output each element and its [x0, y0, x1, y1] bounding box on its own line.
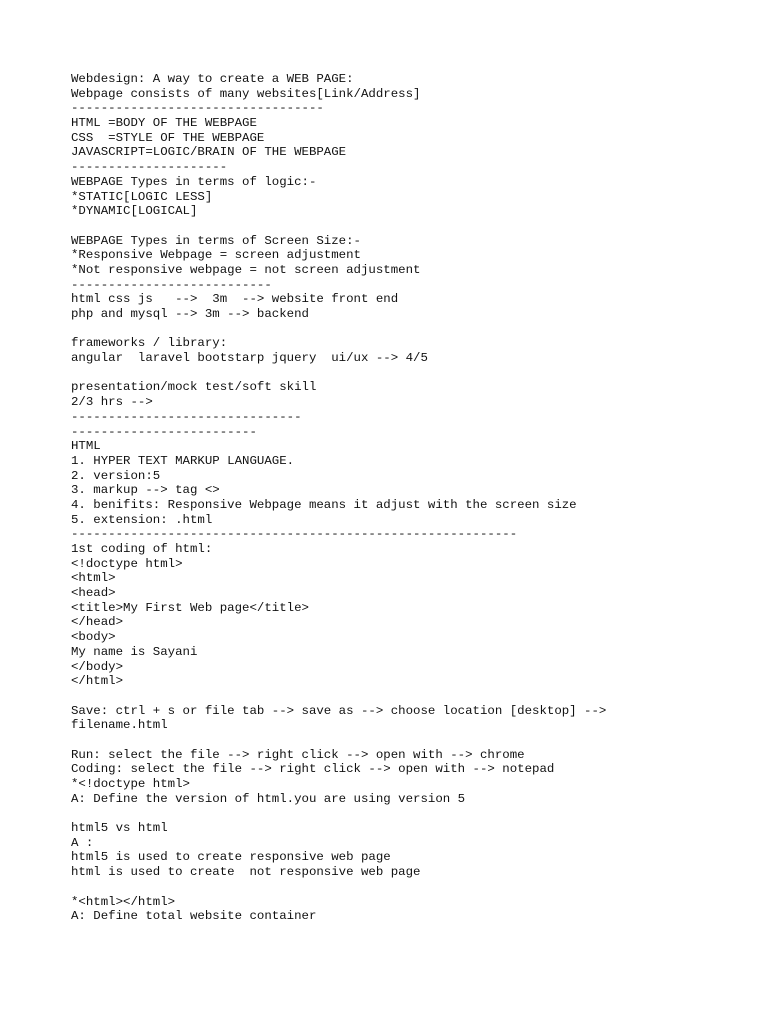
- text-line: </html>: [71, 674, 124, 689]
- text-line: 2/3 hrs -->: [71, 395, 153, 410]
- text-line: html css js --> 3m --> website front end: [71, 292, 399, 307]
- text-line: [71, 689, 751, 704]
- text-line: Run: select the file --> right click --> open with --> chrome: [71, 747, 525, 762]
- text-line: ---------------------------: [71, 277, 272, 292]
- text-line: <title>My First Web page</title>: [71, 600, 309, 615]
- text-line: php and mysql --> 3m --> backend: [71, 307, 309, 321]
- text-line: HTML =BODY OF THE WEBPAGE: [71, 116, 257, 131]
- text-line: angular laravel bootstarp jquery ui/ux --> 4/5: [71, 351, 428, 366]
- text-line: </head>: [71, 615, 124, 630]
- text-line: ------------------------------------------------------------: [71, 527, 518, 542]
- text-line: 4. benifits: Responsive Webpage means it adjust with the screen size: [71, 497, 577, 512]
- text-line: JAVASCRIPT=LOGIC/BRAIN OF THE WEBPAGE: [71, 145, 347, 160]
- text-line: *STATIC[LOGIC LESS]: [71, 189, 213, 204]
- text-line: A: Define the version of html.you are using version 5: [71, 791, 466, 806]
- text-line: CSS =STYLE OF THE WEBPAGE: [71, 130, 265, 145]
- text-line: -------------------------: [71, 424, 257, 439]
- document-page: [71, 72, 751, 924]
- text-line: html5 is used to create responsive web page: [71, 850, 391, 865]
- text-line: <!doctype html>: [71, 556, 183, 571]
- text-line: *Responsive Webpage = screen adjustment: [71, 248, 361, 263]
- text-line: *<!doctype html>: [71, 777, 190, 791]
- text-line: presentation/mock test/soft skill: [71, 380, 317, 395]
- text-line: Save: ctrl + s or file tab --> save as --> choose location [desktop] -->: [71, 703, 607, 718]
- text-line: <head>: [71, 586, 116, 601]
- text-line: <html>: [71, 571, 116, 586]
- text-line: [71, 880, 751, 895]
- text-line: frameworks / library:: [71, 336, 228, 351]
- text-line: [71, 322, 751, 337]
- text-line: html5 vs html: [71, 821, 168, 836]
- text-line: WEBPAGE Types in terms of Screen Size:-: [71, 233, 361, 248]
- text-line: WEBPAGE Types in terms of logic:-: [71, 174, 317, 189]
- text-line: Webdesign: A way to create a WEB PAGE:: [71, 72, 354, 86]
- text-line: [71, 219, 751, 234]
- text-line: 5. extension: .html: [71, 512, 213, 527]
- text-line: *DYNAMIC[LOGICAL]: [71, 204, 198, 219]
- text-line: A: Define total website container: [71, 909, 317, 924]
- text-line: html is used to create not responsive web page: [71, 865, 421, 880]
- text-line: 1st coding of html:: [71, 542, 213, 556]
- text-line: [71, 733, 751, 748]
- text-line: [71, 806, 751, 821]
- text-line: -------------------------------: [71, 409, 302, 424]
- text-line: [71, 366, 751, 381]
- text-line: Coding: select the file --> right click --> open with --> notepad: [71, 762, 555, 777]
- text-line: ---------------------: [71, 160, 228, 175]
- text-line: My name is Sayani: [71, 644, 198, 659]
- text-line: HTML: [71, 439, 101, 454]
- text-line: <body>: [71, 630, 116, 645]
- text-line: 2. version:5: [71, 468, 161, 483]
- text-line: *<html></html>: [71, 894, 176, 909]
- text-line: A :: [71, 835, 94, 850]
- text-line: *Not responsive webpage = not screen adjustment: [71, 262, 421, 277]
- text-line: </body>: [71, 659, 124, 674]
- text-line: ----------------------------------: [71, 101, 324, 116]
- text-line: 1. HYPER TEXT MARKUP LANGUAGE.: [71, 453, 295, 468]
- text-line: filename.html: [71, 718, 168, 733]
- text-line: 3. markup --> tag <>: [71, 483, 220, 498]
- text-line: Webpage consists of many websites[Link/Address]: [71, 86, 421, 101]
